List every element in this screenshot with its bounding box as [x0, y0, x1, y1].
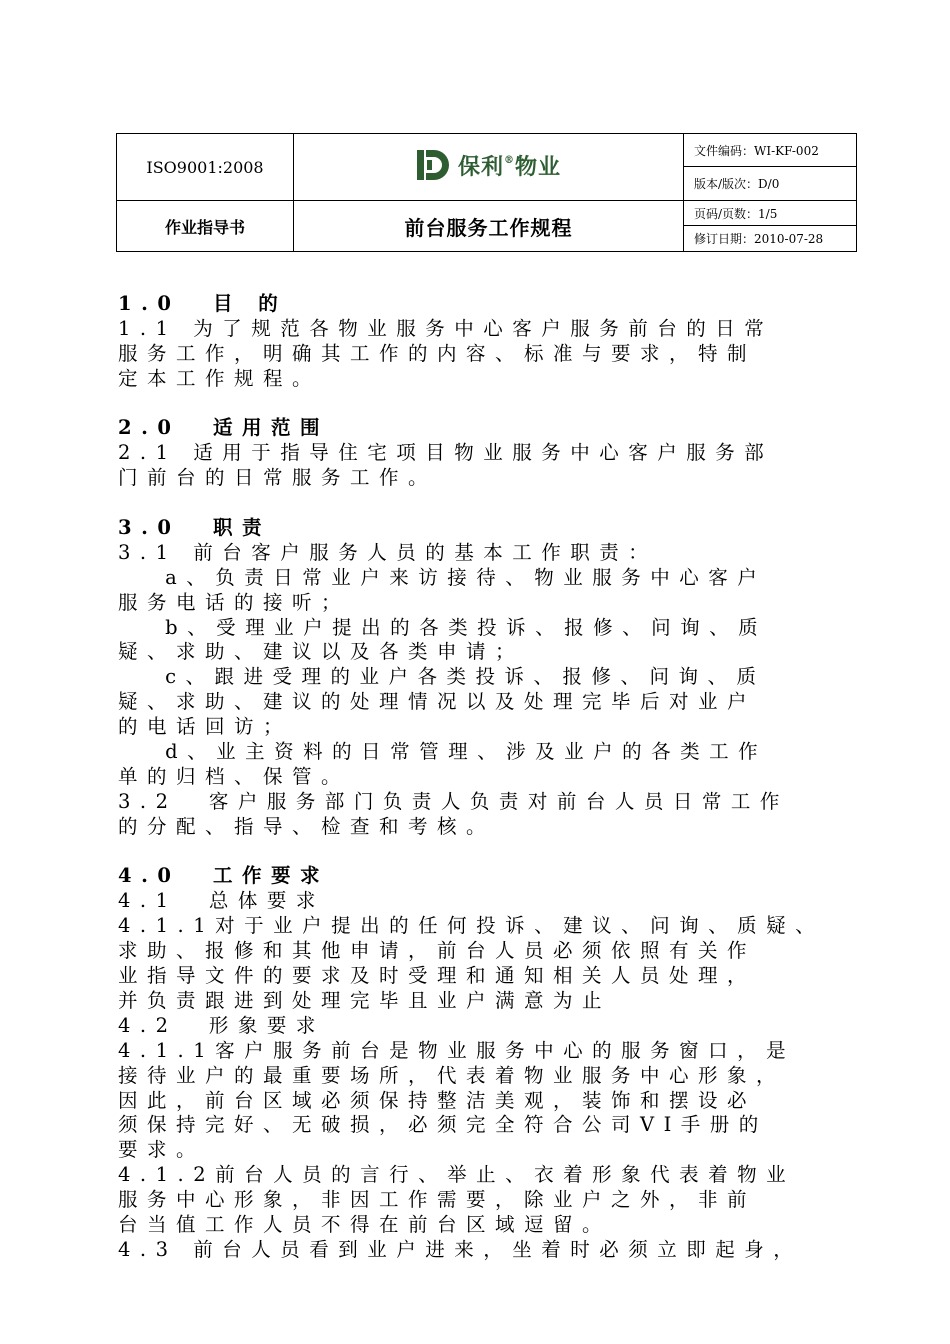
text-line: 4.1.2前台人员的言行、举止、衣着形象代表着物业 [118, 1163, 796, 1187]
page-cell [684, 201, 857, 226]
text-line: 因此，前台区域必须保持整洁美观，装饰和摆设必 [118, 1088, 757, 1112]
text-line: 4.1.1客户服务前台是物业服务中心的服务窗口，是 [118, 1038, 796, 1062]
doc-type-cell [117, 201, 294, 252]
company-logo [416, 147, 561, 183]
text-line: 业指导文件的要求及时受理和通知相关人员处理， [118, 964, 757, 988]
text-line: 疑、求助、建议以及各类申请； [118, 640, 525, 664]
iso-label: ISO9001:2008 [146, 157, 264, 177]
text-line: 要求。 [118, 1138, 206, 1162]
version: 版本/版次：D/0 [694, 177, 780, 191]
version-cell [684, 167, 857, 201]
section-heading: 1.0 目 的 [118, 292, 288, 315]
text-line: 须保持完好、无破损，必须完全符合公司VI手册的 [118, 1113, 768, 1137]
text-line: b、受理业户提出的各类投诉、报修、问询、质 [118, 615, 768, 639]
text-line: 服务电话的接听； [118, 590, 351, 614]
revision-cell [684, 226, 857, 252]
section-heading: 3.0 职责 [118, 516, 272, 540]
text-line: 服务工作，明确其工作的内容、标准与要求，特制 [118, 341, 757, 365]
text-line: 4.2 形象要求 [118, 1013, 325, 1037]
section-heading: 2.0 适用范围 [118, 416, 330, 440]
text-line: 疑、求助、建议的处理情况以及处理完毕后对业户 [118, 690, 757, 714]
text-line: 2.1 适用于指导住宅项目物业服务中心客户服务部 [118, 441, 774, 465]
doc-code: 文件编码：WI-KF-002 [694, 143, 819, 158]
text-line: 并负责跟进到处理完毕且业户满意为止 [118, 988, 612, 1012]
text-line: 服务中心形象，非因工作需要，除业户之外，非前 [118, 1188, 757, 1212]
text-line: 3.1 前台客户服务人员的基本工作职责： [118, 540, 658, 564]
paragraph-gap [118, 392, 878, 417]
title-cell [294, 201, 684, 252]
text-line: 台当值工作人员不得在前台区域逗留。 [118, 1212, 612, 1236]
pd-logo-icon [416, 147, 452, 183]
text-line: 定本工作规程。 [118, 366, 322, 390]
iso-cell [117, 134, 294, 201]
doc-type: 作业指导书 [164, 217, 245, 237]
document-title: 前台服务工作规程 [404, 215, 573, 240]
text-line: 1.1 为了规范各物业服务中心客户服务前台的日常 [118, 316, 774, 340]
paragraph-gap [118, 491, 878, 516]
text-line: 的分配、指导、检查和考核。 [118, 814, 496, 838]
header-grid [116, 133, 857, 252]
revision-date: 修订日期：2010-07-28 [694, 232, 824, 246]
text-line: 的电话回访； [118, 715, 293, 739]
section-heading: 4.0 工作要求 [118, 864, 330, 888]
document-body [118, 292, 878, 1263]
doc-code-cell [684, 134, 857, 167]
paragraph-gap [118, 840, 878, 865]
text-line: 求助、报修和其他申请，前台人员必须依照有关作 [118, 939, 757, 963]
text-line: 3.2 客户服务部门负责人负责对前台人员日常工作 [118, 789, 789, 813]
logo-wordmark: 保利®物业 [457, 153, 562, 180]
text-line: 4.3 前台人员看到业户进来，坐着时必须立即起身， [118, 1237, 803, 1261]
page-count: 页码/页数：1/5 [694, 206, 778, 221]
text-line: 单的归档、保管。 [118, 764, 351, 788]
logo-cell [294, 134, 684, 201]
text-line: 4.1 总体要求 [118, 889, 325, 913]
text-line: 4.1.1对于业户提出的任何投诉、建议、问询、质疑、 [118, 914, 825, 938]
text-line: 门前台的日常服务工作。 [118, 466, 438, 490]
text-line: c、跟进受理的业户各类投诉、报修、问询、质 [118, 665, 766, 689]
text-line: d、业主资料的日常管理、涉及业户的各类工作 [118, 740, 768, 764]
text-line: 接待业户的最重要场所，代表着物业服务中心形象， [118, 1063, 786, 1087]
text-line: a、负责日常业户来访接待、物业服务中心客户 [118, 565, 767, 589]
